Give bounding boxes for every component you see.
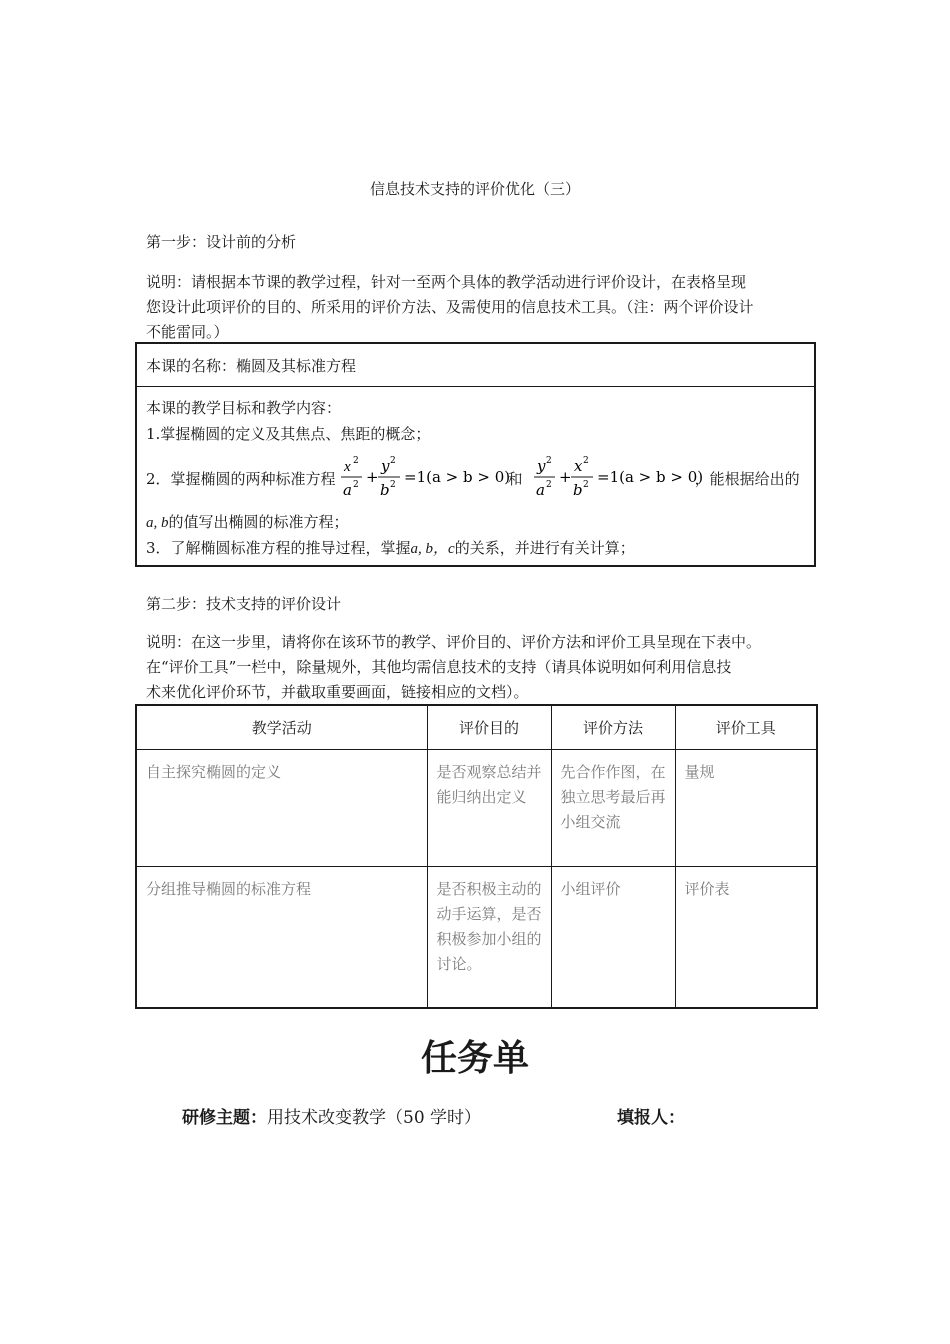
goal-3-suffix: 的关系，并进行有关计算；	[454, 539, 635, 557]
eq1-rest: =1(a > b > 0)	[403, 468, 510, 486]
cell-method: 小组评价	[551, 867, 675, 1009]
goal-1: 1.掌握椭圆的定义及其焦点、焦距的概念；	[146, 425, 431, 443]
goals-heading: 本课的教学目标和教学内容：	[146, 399, 342, 417]
eq1-num2: y	[380, 457, 390, 475]
cell-tool: 评价表	[675, 867, 817, 1009]
step1-desc-line: 您设计此项评价的目的、所采用的评价方法、及需使用的信息技术工具。（注：两个评价设计	[146, 298, 754, 316]
cell-purpose: 是否积极主动的动手运算，是否积极参加小组的讨论。	[427, 867, 551, 1009]
eq2-num1: y	[536, 457, 546, 475]
table-header-row	[136, 705, 817, 750]
lesson-info-table	[135, 342, 816, 567]
eq2-rest: =1(a > b > 0)	[596, 468, 703, 486]
svg-text:2: 2	[352, 480, 359, 490]
lesson-name-cell	[136, 343, 815, 387]
table-row	[136, 867, 817, 1009]
goal-2-cont-text: 的值写出椭圆的标准方程；	[168, 513, 349, 531]
step1-desc-line: 不能雷同。）	[146, 323, 229, 341]
reporter-label: 填报人：	[617, 1108, 685, 1128]
svg-text:2: 2	[389, 456, 396, 466]
cell-activity: 自主探究椭圆的定义	[136, 750, 427, 867]
step1-heading: 第一步：设计前的分析	[146, 233, 297, 251]
step2-description	[146, 630, 814, 705]
header-tool: 评价工具	[675, 705, 817, 750]
step1-description	[146, 270, 814, 345]
eq1-den2: b	[379, 481, 390, 499]
table-row	[136, 750, 817, 867]
svg-text:2: 2	[582, 456, 589, 466]
eq1-sup: 2	[352, 456, 359, 466]
goal-3-vars: a, b，c	[410, 541, 455, 557]
eq1-num1: x	[343, 459, 351, 475]
goal-3-prefix: 3．了解椭圆标准方程的推导过程，掌握	[146, 539, 411, 557]
cell-tool: 量规	[675, 750, 817, 867]
ellipse-equation-horizontal	[340, 453, 510, 503]
task-sheet-title: 任务单	[420, 1038, 529, 1079]
step1-desc-line: 说明：请根据本节课的教学过程，针对一至两个具体的教学活动进行评价设计，在表格呈现	[146, 273, 747, 291]
svg-text:+: +	[365, 468, 379, 486]
research-topic	[182, 1103, 481, 1128]
cell-purpose: 是否观察总结并能归纳出定义	[427, 750, 551, 867]
lesson-name: 本课的名称：椭圆及其标准方程	[146, 356, 357, 375]
svg-text:+: +	[558, 468, 572, 486]
step2-desc-line: 在“评价工具”一栏中，除量规外，其他均需信息技术的支持（请具体说明如何利用信息技	[146, 658, 732, 676]
eq2-den1: a	[535, 481, 545, 499]
step2-heading: 第二步：技术支持的评价设计	[146, 595, 342, 613]
ellipse-equation-vertical	[533, 453, 703, 503]
svg-text:2: 2	[545, 480, 552, 490]
lesson-goals-cell	[136, 387, 815, 567]
svg-text:2: 2	[545, 456, 552, 466]
header-purpose: 评价目的	[427, 705, 551, 750]
header-activity: 教学活动	[136, 705, 427, 750]
goal-2	[146, 447, 805, 509]
page-title: 信息技术支持的评价优化（三）	[369, 180, 580, 198]
eq2-den2: b	[572, 481, 583, 499]
eq1-den1: a	[342, 481, 352, 499]
goal-2-prefix: 2．掌握椭圆的两种标准方程	[146, 469, 336, 488]
goal-3	[146, 535, 805, 561]
goal-2-continued	[146, 509, 805, 535]
step2-desc-line: 说明：在这一步里，请将你在该环节的教学、评价目的、评价方法和评价工具呈现在下表中。	[146, 633, 762, 651]
topic-value: 用技术改变教学（50 学时）	[267, 1108, 482, 1128]
goal-2-and: 和	[507, 469, 523, 488]
cell-method: 先合作作图，在独立思考最后再小组交流	[551, 750, 675, 867]
goal-2-suffix: ，能根据给出的	[694, 469, 800, 488]
topic-label: 研修主题：	[182, 1108, 267, 1128]
evaluation-table	[135, 704, 818, 1009]
goal-2-vars: a, b	[146, 515, 169, 531]
svg-text:2: 2	[582, 480, 589, 490]
svg-text:2: 2	[389, 480, 396, 490]
header-method: 评价方法	[551, 705, 675, 750]
eq2-num2: x	[573, 457, 583, 475]
reporter	[617, 1103, 685, 1128]
cell-activity: 分组推导椭圆的标准方程	[136, 867, 427, 1009]
step2-desc-line: 术来优化评价环节，并截取重要画面，链接相应的文档）。	[146, 683, 529, 701]
